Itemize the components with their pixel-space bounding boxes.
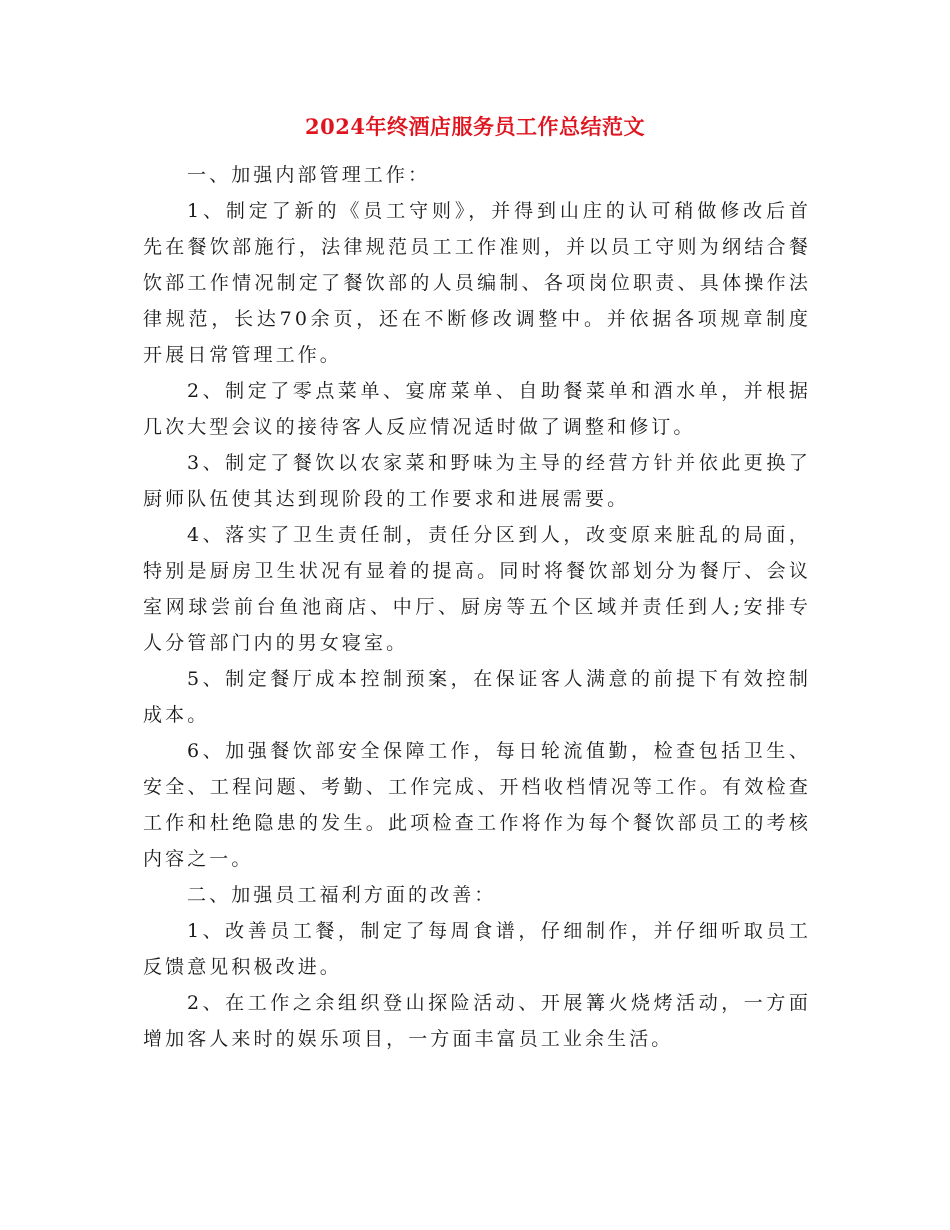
paragraph-safety: 6、加强餐饮部安全保障工作，每日轮流值勤，检查包括卫生、安全、工程问题、考勤、工作完成、开档收档情况等工作。有效检查工作和杜绝隐患的发生。此项检查工作将作为每个餐饮部员工的考核内容之一。 xyxy=(143,740,811,870)
paragraph-cost-control: 5、制定餐厅成本控制预案，在保证客人满意的前提下有效控制成本。 xyxy=(143,668,811,726)
section-heading-employee-welfare: 二、加强员工福利方面的改善： xyxy=(187,884,497,906)
paragraph-hygiene-responsibility: 4、落实了卫生责任制，责任分区到人，改变原来脏乱的局面，特别是厨房卫生状况有显着的提高。同时将餐饮部划分为餐厅、会议室网球尝前台鱼池商店、中厅、厨房等五个区域并责任到人;安排专人分管部门内的男女寝室。 xyxy=(143,524,811,654)
paragraph-employee-rules: 1、制定了新的《员工守则》，并得到山庄的认可稍做修改后首先在餐饮部施行，法律规范员工工作准则，并以员工守则为纲结合餐饮部工作情况制定了餐饮部的人员编制、各项岗位职责、具体操作法律规范，长达70余页，还在不断修改调整中。并依据各项规章制度开展日常管理工作。 xyxy=(143,200,811,366)
document-body xyxy=(143,157,811,1057)
section-heading-internal-management: 一、加强内部管理工作： xyxy=(187,164,431,186)
document-title: 2024年终酒店服务员工作总结范文 xyxy=(305,114,645,139)
paragraph-staff-meals: 1、改善员工餐，制定了每周食谱，仔细制作，并仔细听取员工反馈意见积极改进。 xyxy=(143,920,811,978)
paragraph-activities: 2、在工作之余组织登山探险活动、开展篝火烧烤活动，一方面增加客人来时的娱乐项目，一方面丰富员工业余生活。 xyxy=(143,992,811,1050)
paragraph-business-policy: 3、制定了餐饮以农家菜和野味为主导的经营方针并依此更换了厨师队伍使其达到现阶段的工作要求和进展需要。 xyxy=(143,452,811,510)
paragraph-menus: 2、制定了零点菜单、宴席菜单、自助餐菜单和酒水单，并根据几次大型会议的接待客人反应情况适时做了调整和修订。 xyxy=(143,380,811,438)
